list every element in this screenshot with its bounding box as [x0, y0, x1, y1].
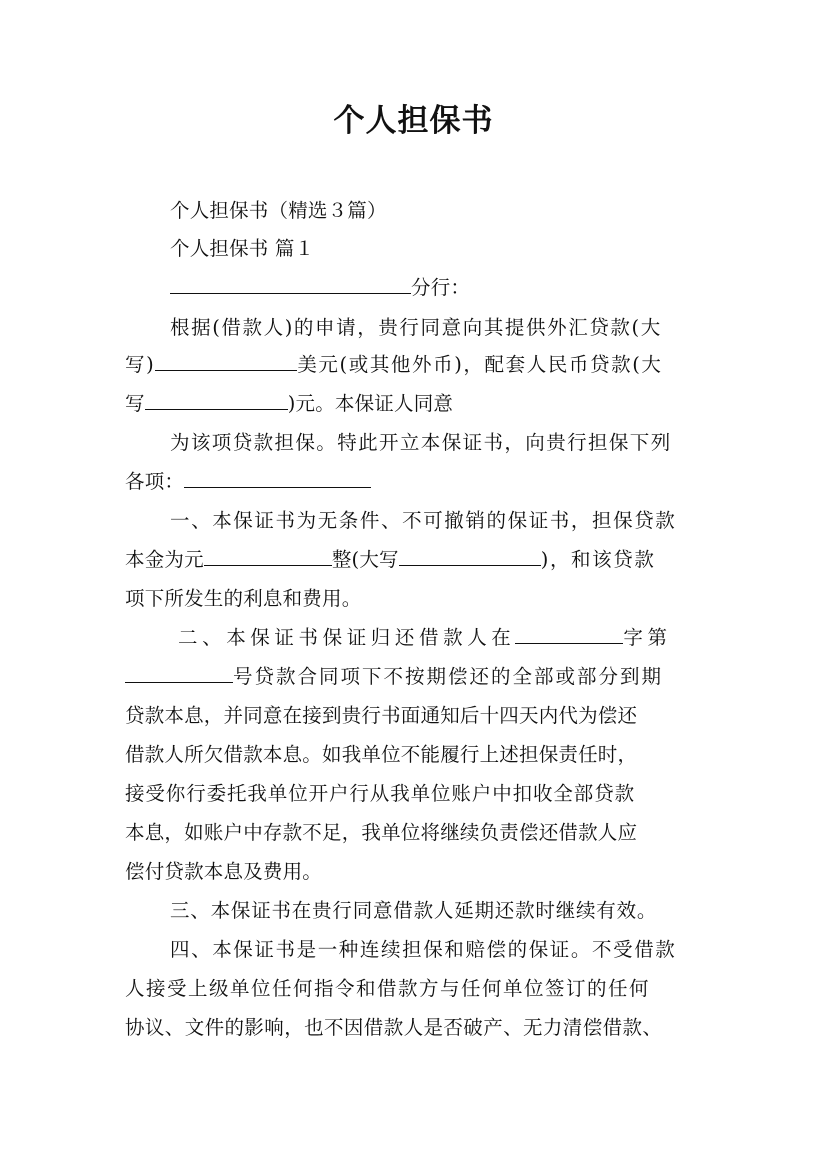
item-four-line: 协议、文件的影响，也不因借款人是否破产、无力清偿借款、 — [125, 1016, 663, 1039]
text-fragment: 美元(或其他外币)，配套人民币贷款(大 — [297, 353, 663, 376]
document-title: 个人担保书 — [333, 103, 494, 139]
text-fragment: 写 — [125, 392, 145, 415]
text-fragment: 本金为元 — [125, 548, 204, 571]
item-two-line: 贷款本息，并同意在接到贵行书面通知后十四天内代为偿还 — [125, 704, 638, 727]
document-subtitle: 个人担保书（精选３篇） — [170, 199, 387, 222]
item-three-line: 三、本保证书在贵行同意借款人延期还款时继续有效。 — [170, 899, 658, 922]
bank-name-blank — [170, 271, 411, 294]
text-fragment: 号贷款合同项下不按期偿还的全部或部分到期 — [233, 665, 664, 688]
item-one-line: 项下所发生的利息和费用。 — [125, 587, 362, 610]
paragraph-line — [125, 386, 453, 422]
items-blank — [184, 465, 371, 488]
paragraph-line: 根据(借款人)的申请，贵行同意向其提供外汇贷款(大 — [170, 316, 662, 339]
amount-blank — [399, 543, 541, 566]
item-two-line: 偿付贷款本息及费用。 — [125, 860, 323, 883]
item-two-line — [178, 620, 672, 656]
item-one-line: 一、本保证书为无条件、不可撤销的保证书，担保贷款 — [170, 509, 677, 532]
item-two-line: 借款人所欠借款本息。如我单位不能履行上述担保责任时， — [125, 743, 638, 766]
section-heading: 个人担保书 篇１ — [170, 237, 315, 260]
contract-number-blank — [125, 660, 233, 683]
addressee-line — [170, 270, 470, 306]
amount-blank — [204, 543, 332, 566]
text-fragment: 二、本保证书保证归还借款人在 — [178, 626, 516, 649]
contract-prefix-blank — [515, 621, 623, 644]
item-two-line: 接受你行委托我单位开户行从我单位账户中扣收全部贷款 — [125, 782, 636, 805]
text-fragment: 写) — [125, 353, 156, 376]
item-four-line: 四、本保证书是一种连续担保和赔偿的保证。不受借款 — [170, 938, 677, 961]
amount-blank — [145, 387, 288, 410]
item-one-line — [125, 542, 655, 578]
paragraph-line — [125, 464, 371, 500]
text-fragment: )元。本保证人同意 — [287, 392, 454, 415]
item-two-line: 本息，如账户中存款不足，我单位将继续负责偿还借款人应 — [125, 821, 638, 844]
item-two-line — [125, 659, 663, 695]
paragraph-line: 为该项贷款担保。特此开立本保证书，向贵行担保下列 — [170, 431, 672, 454]
text-fragment: 各项： — [125, 470, 185, 493]
text-fragment: )，和该贷款 — [540, 548, 656, 571]
item-four-line: 人接受上级单位任何指令和借款方与任何单位签订的任何 — [125, 977, 651, 1000]
text-fragment: 整(大写 — [331, 548, 399, 571]
amount-blank — [155, 348, 297, 371]
text-fragment: 字第 — [623, 626, 672, 649]
addressee-suffix: 分行： — [411, 276, 471, 299]
paragraph-line — [125, 347, 663, 383]
